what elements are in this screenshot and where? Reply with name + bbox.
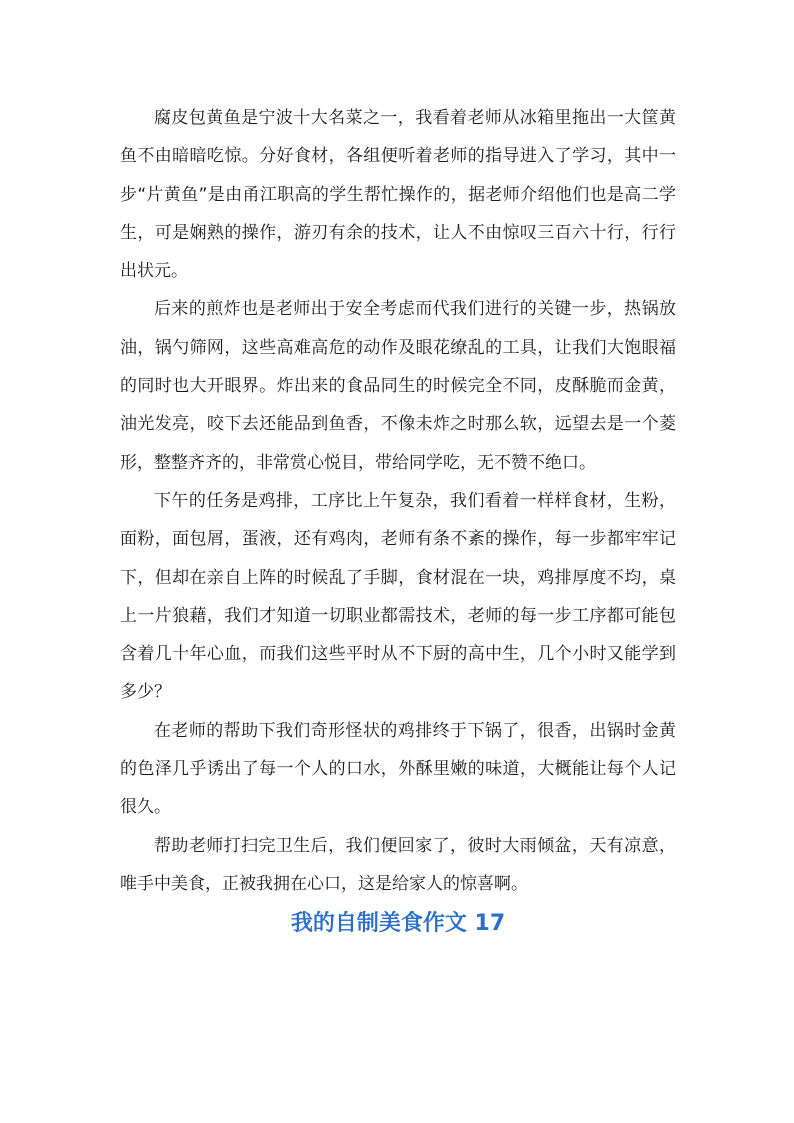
document-body	[120, 99, 676, 939]
section-heading: 我的自制美食作文 17	[290, 911, 506, 937]
paragraph-4: 在老师的帮助下我们奇形怪状的鸡排终于下锅了，很香，出锅时金黄的色泽几乎诱出了每一个人的口水，外酥里嫩的味道，大概能让每个人记很久。	[120, 720, 676, 818]
paragraph-3: 下午的任务是鸡排，工序比上午复杂，我们看着一样样食材，生粉，面粉，面包屑，蛋液，还有鸡肉，老师有条不紊的操作，每一步都牢牢记下，但却在亲自上阵的时候乱了手脚，食材混在一块，鸡排厚度不均，桌上一片狼藉，我们才知道一切职业都需技术，老师的每一步工序都可能包含着几十年心血，而我们这些平时从不下厨的高中生，几个小时又能学到多少？	[120, 490, 676, 703]
paragraph-2: 后来的煎炸也是老师出于安全考虑而代我们进行的关键一步，热锅放油，锅勺筛网，这些高难高危的动作及眼花缭乱的工具，让我们大饱眼福的同时也大开眼界。炸出来的食品同生的时候完全不同，皮酥脆而金黄，油光发亮，咬下去还能品到鱼香，不像未炸之时那么软，远望去是一个菱形，整整齐齐的，非常赏心悦目，带给同学吃，无不赞不绝口。	[120, 299, 676, 473]
paragraph-5: 帮助老师打扫完卫生后，我们便回家了，彼时大雨倾盆，天有凉意，唯手中美食，正被我拥在心口，这是给家人的惊喜啊。	[120, 835, 676, 894]
paragraph-1: 腐皮包黄鱼是宁波十大名菜之一，我看着老师从冰箱里拖出一大筐黄鱼不由暗暗吃惊。分好食材，各组便听着老师的指导进入了学习，其中一步“片黄鱼”是由甬江职高的学生帮忙操作的，据老师介绍他们也是高二学生，可是娴熟的操作，游刃有余的技术，让人不由惊叹三百六十行，行行出状元。	[120, 108, 676, 282]
